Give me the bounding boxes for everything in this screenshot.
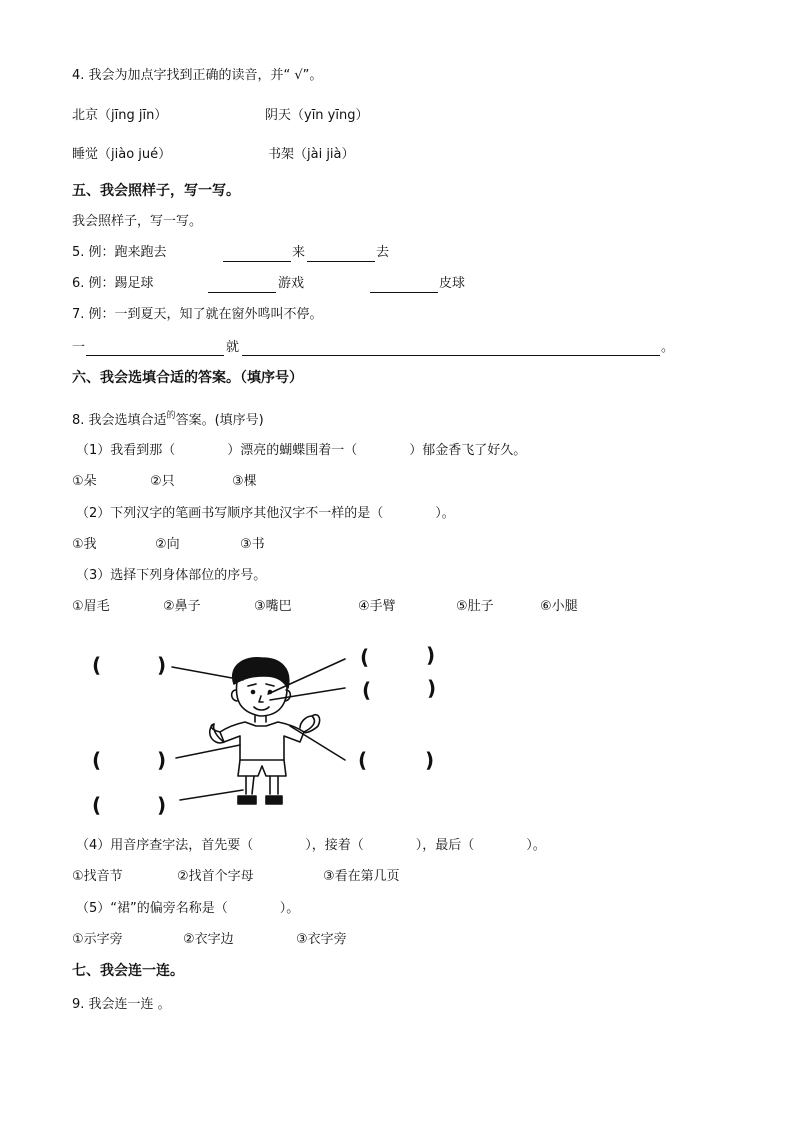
boy-leg-left [246,776,254,794]
q4-item-yintian: 阴天（yīn yīng） [265,108,369,123]
q4-title: 4. 我会为加点字找到正确的读音，并“ √”。 [72,68,323,83]
answer-paren-right-middle-close: ) [425,748,435,772]
q8-sub1: （1）我看到那（ ）漂亮的蝴蝶围着一（ ）郁金香飞了好久。 [76,443,527,458]
q4-item-shuijiao: 睡觉（jiào jué） [72,147,172,162]
boy-hair [233,658,289,688]
q8-sub2-option-1: ①我 [72,537,97,552]
q6-example: 6. 例：踢足球 [72,276,154,291]
answer-paren-right-second-open: ( [362,678,372,702]
q8-sub2: （2）下列汉字的笔画书写顺序其他汉字不一样的是（ ）。 [76,506,455,521]
answer-paren-right-second-close: ) [427,676,437,700]
q8-title-start: 8. 我会选填合适 [72,413,167,428]
answer-paren-left-middle-close: ) [157,748,167,772]
answer-paren-right-top-close: ) [426,643,436,667]
section5-intro: 我会照样子，写一写。 [72,214,203,229]
leader-line-right-middle [290,726,345,760]
q7-start-char: 一 [72,340,86,355]
q4-item-beijing: 北京（jīng jīn） [72,108,168,123]
body-part-option-4: ④手臂 [358,599,396,614]
q8-sub5-option-3: ③衣字旁 [296,932,347,947]
answer-paren-right-middle-open: ( [358,748,368,772]
boy-eyebrow-right [266,684,274,686]
q5-end-char: 去 [376,245,390,260]
q8-sub2-option-3: ③书 [240,537,265,552]
boy-eye-left [252,691,255,694]
q5-mid-char: 来 [292,245,306,260]
q8-sub1-option-2: ②只 [150,474,175,489]
boy-eyebrow-left [248,684,256,686]
q8-sub2-option-2: ②向 [155,537,180,552]
q4-item-shujia: 书架（jài jià） [268,147,355,162]
section5-heading: 五、我会照样子，写一写。 [72,183,240,199]
q8-title-end: 答案。(填序号) [175,413,264,428]
boy-eye-right [269,691,272,694]
q8-sub5-option-2: ②衣字边 [183,932,234,947]
answer-paren-left-top-close: ) [157,653,167,677]
boy-mouth [254,707,269,710]
q7-example: 7. 例：一到夏天，知了就在窗外鸣叫不停。 [72,307,323,322]
answer-paren-left-bottom-open: ( [92,793,102,817]
boy-shorts [238,760,286,776]
q8-sub5-option-1: ①示字旁 [72,932,123,947]
section6-heading: 六、我会选填合适的答案。（填序号） [72,370,303,386]
body-part-option-1: ①眉毛 [72,599,110,614]
body-part-option-6: ⑥小腿 [540,599,578,614]
q8-sub4: （4）用音序查字法，首先要（ ），接着（ ），最后（ ）。 [76,838,546,853]
q8-sub4-option-2: ②找首个字母 [177,869,254,884]
section7-heading: 七、我会连一连。 [72,963,184,979]
q8-title-small-char: 的 [166,411,176,421]
boy-neck [255,716,266,722]
q7-mid-char: 就 [226,340,240,355]
boy-shoe-left [238,796,256,804]
answer-paren-left-bottom-close: ) [157,793,167,817]
q8-sub5: （5）“裙”的偏旁名称是（ ）。 [76,901,300,916]
q8-sub3: （3）选择下列身体部位的序号。 [76,568,267,583]
q6-mid-word: 游戏 [278,276,305,291]
q8-sub4-option-1: ①找音节 [72,869,123,884]
answer-paren-right-top-open: ( [360,645,370,669]
q9-title: 9. 我会连一连 。 [72,997,171,1012]
q8-sub1-option-3: ③棵 [232,474,257,489]
body-part-option-5: ⑤肚子 [456,599,494,614]
leader-line-left-middle [176,745,240,758]
leader-line-right-second [270,688,345,700]
answer-paren-left-middle-open: ( [92,748,102,772]
boy-nose [259,696,263,702]
q8-sub1-option-1: ①朵 [72,474,97,489]
q8-sub4-option-3: ③看在第几页 [323,869,400,884]
boy-shoe-right [266,796,282,804]
leader-line-left-bottom [180,790,243,800]
boy-leg-right [270,776,278,794]
q6-end-word: 皮球 [439,276,466,291]
q7-end-period: 。 [661,340,675,355]
body-part-option-3: ③嘴巴 [254,599,292,614]
q5-example: 5. 例：跑来跑去 [72,245,167,260]
answer-paren-left-top-open: ( [92,653,102,677]
body-part-option-2: ②鼻子 [163,599,201,614]
